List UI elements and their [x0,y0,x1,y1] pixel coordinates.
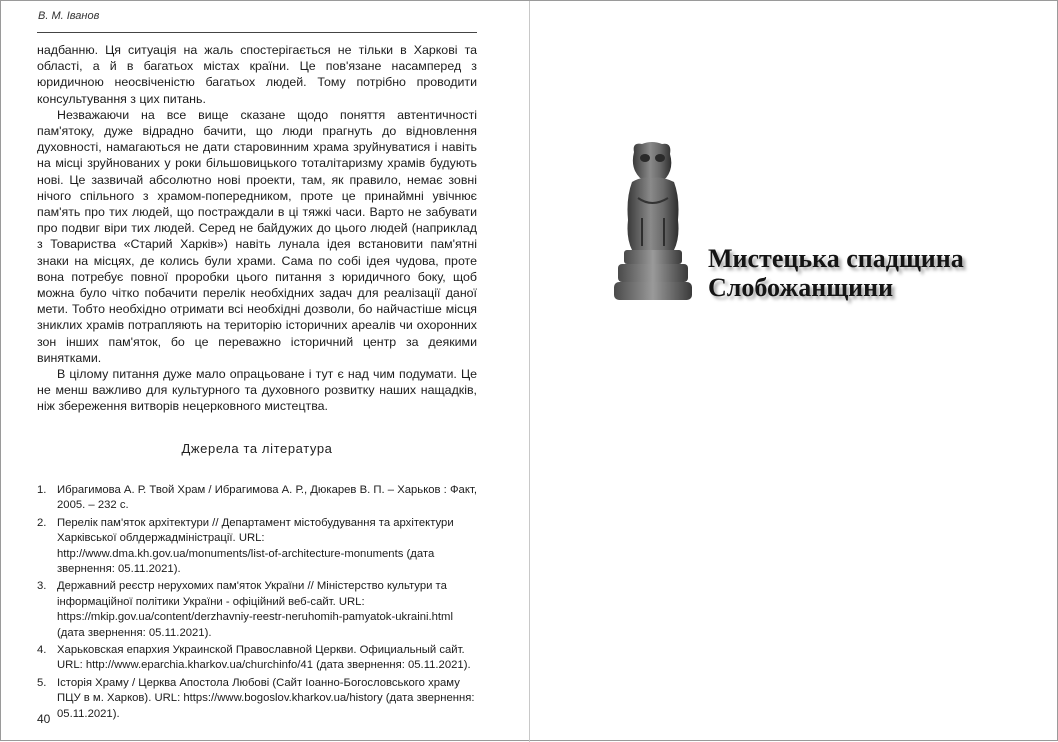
reference-item [37,483,477,514]
running-head-author: В. М. Іванов [38,10,100,22]
body-text [37,42,477,415]
reference-item [37,579,477,641]
reference-text: Історія Храму / Церква Апостола Любові (Сайт Іоанно-Богословського храму ПЦУ в м. Харков). URL: https://www.bogoslov.kharkov.ua/history (дата звернення: 05.11.2021). [57,676,475,720]
paragraph-2: Незважаючи на все вище сказане щодо поняття автентичності пам'ятоку, дуже відрадно бачити, що люди прагнуть до відновлення духовності, намагаються не дати старовинним храма зруйнуватися і навіть на місці зруйнованих у роки більшовицького тоталітаризму храмів будують нові. Це зазвичай абсолютно нові проекти, там, як правило, немає зовні нічого спільного з храмом-попередником, проте це принаймні увічнює пам'ять про тих людей, що постраждали в ці тяжкі часи. Варто не забувати про подвиг віри тих людей. Серед не байдужих до цього людей (наприклад з Товариства «Старий Харків») навіть лунала ідея встановити пам'ятні знаки на місцях, де колись були храми. Сама по собі ідея чудова, проте вона потребує повної проробки цього питання з юридичного боку, щоб можна було чітко побачити перелік необхідних задач для реалізації даної мети. Тобто необхідно отримати всі необхідні дозволи, бо найчастіше місця зниклих храмів потрапляють на територію історичних ареалів чи охоронних зон інших пам'яток, бо це переважно історичний центр за деякими винятками. [37,107,477,365]
right-page [530,1,1058,742]
chapter-title-line-1: Мистецька спадщина [708,244,964,273]
reference-number: 5. [37,676,47,689]
reference-item [37,643,477,674]
reference-number: 1. [37,484,47,496]
reference-number: 2. [37,516,47,529]
stone-idol-statue-icon [612,138,694,303]
reference-number: 4. [37,644,47,657]
reference-text: Ибрагимова А. Р. Твой Храм / Ибрагимова А. Р., Дюкарев В. П. – Харьков : Факт, 2005. – 232 с. [57,484,477,512]
header-rule [37,32,477,33]
page-number: 40 [37,712,51,726]
reference-number: 3. [37,580,47,593]
left-page [1,1,530,742]
references-list [37,483,477,724]
reference-item [37,516,477,578]
reference-text: Державний реєстр нерухомих пам'яток України // Міністерство культури та інформаційної політики України - офіційний веб-сайт. URL: https://mkip.gov.ua/content/derzhavniy-reestr-neruhomih-pamyatok-ukraini.html (дата звернення: 05.11.2021). [57,580,453,639]
chapter-title [708,244,964,302]
references-title: Джерела та література [181,441,333,456]
reference-text: Харьковская епархия Украинской Православной Церкви. Официальный сайт. URL: http://www.eparchia.kharkov.ua/churchinfo/41 (дата звернення: 05.11.2021). [57,644,471,672]
chapter-title-line-2: Слобожанщини [708,273,894,302]
reference-item [37,676,477,722]
paragraph-1: надбанню. Ця ситуація на жаль спостерігається не тільки в Харкові та області, а й в багатьох містах країни. Це пов'язане насамперед з юридичною неосвіченістю багатьох людей. Тому потрібно проводити консультування з цих питань. [37,43,477,106]
paragraph-3: В цілому питання дуже мало опрацьоване і тут є над чим подумати. Це не менш важливо для культурного та духовного розвитку наших нащадків, ніж збереження витворів нецерковного мистецтва. [37,367,477,414]
reference-text: Перелік пам'яток архітектури // Департамент містобудування та архітектури Харківської облдержадміністрації. URL: http://www.dma.kh.gov.ua/monuments/list-of-architecture-monuments (дата звернення: 05.11.2021). [57,516,454,576]
